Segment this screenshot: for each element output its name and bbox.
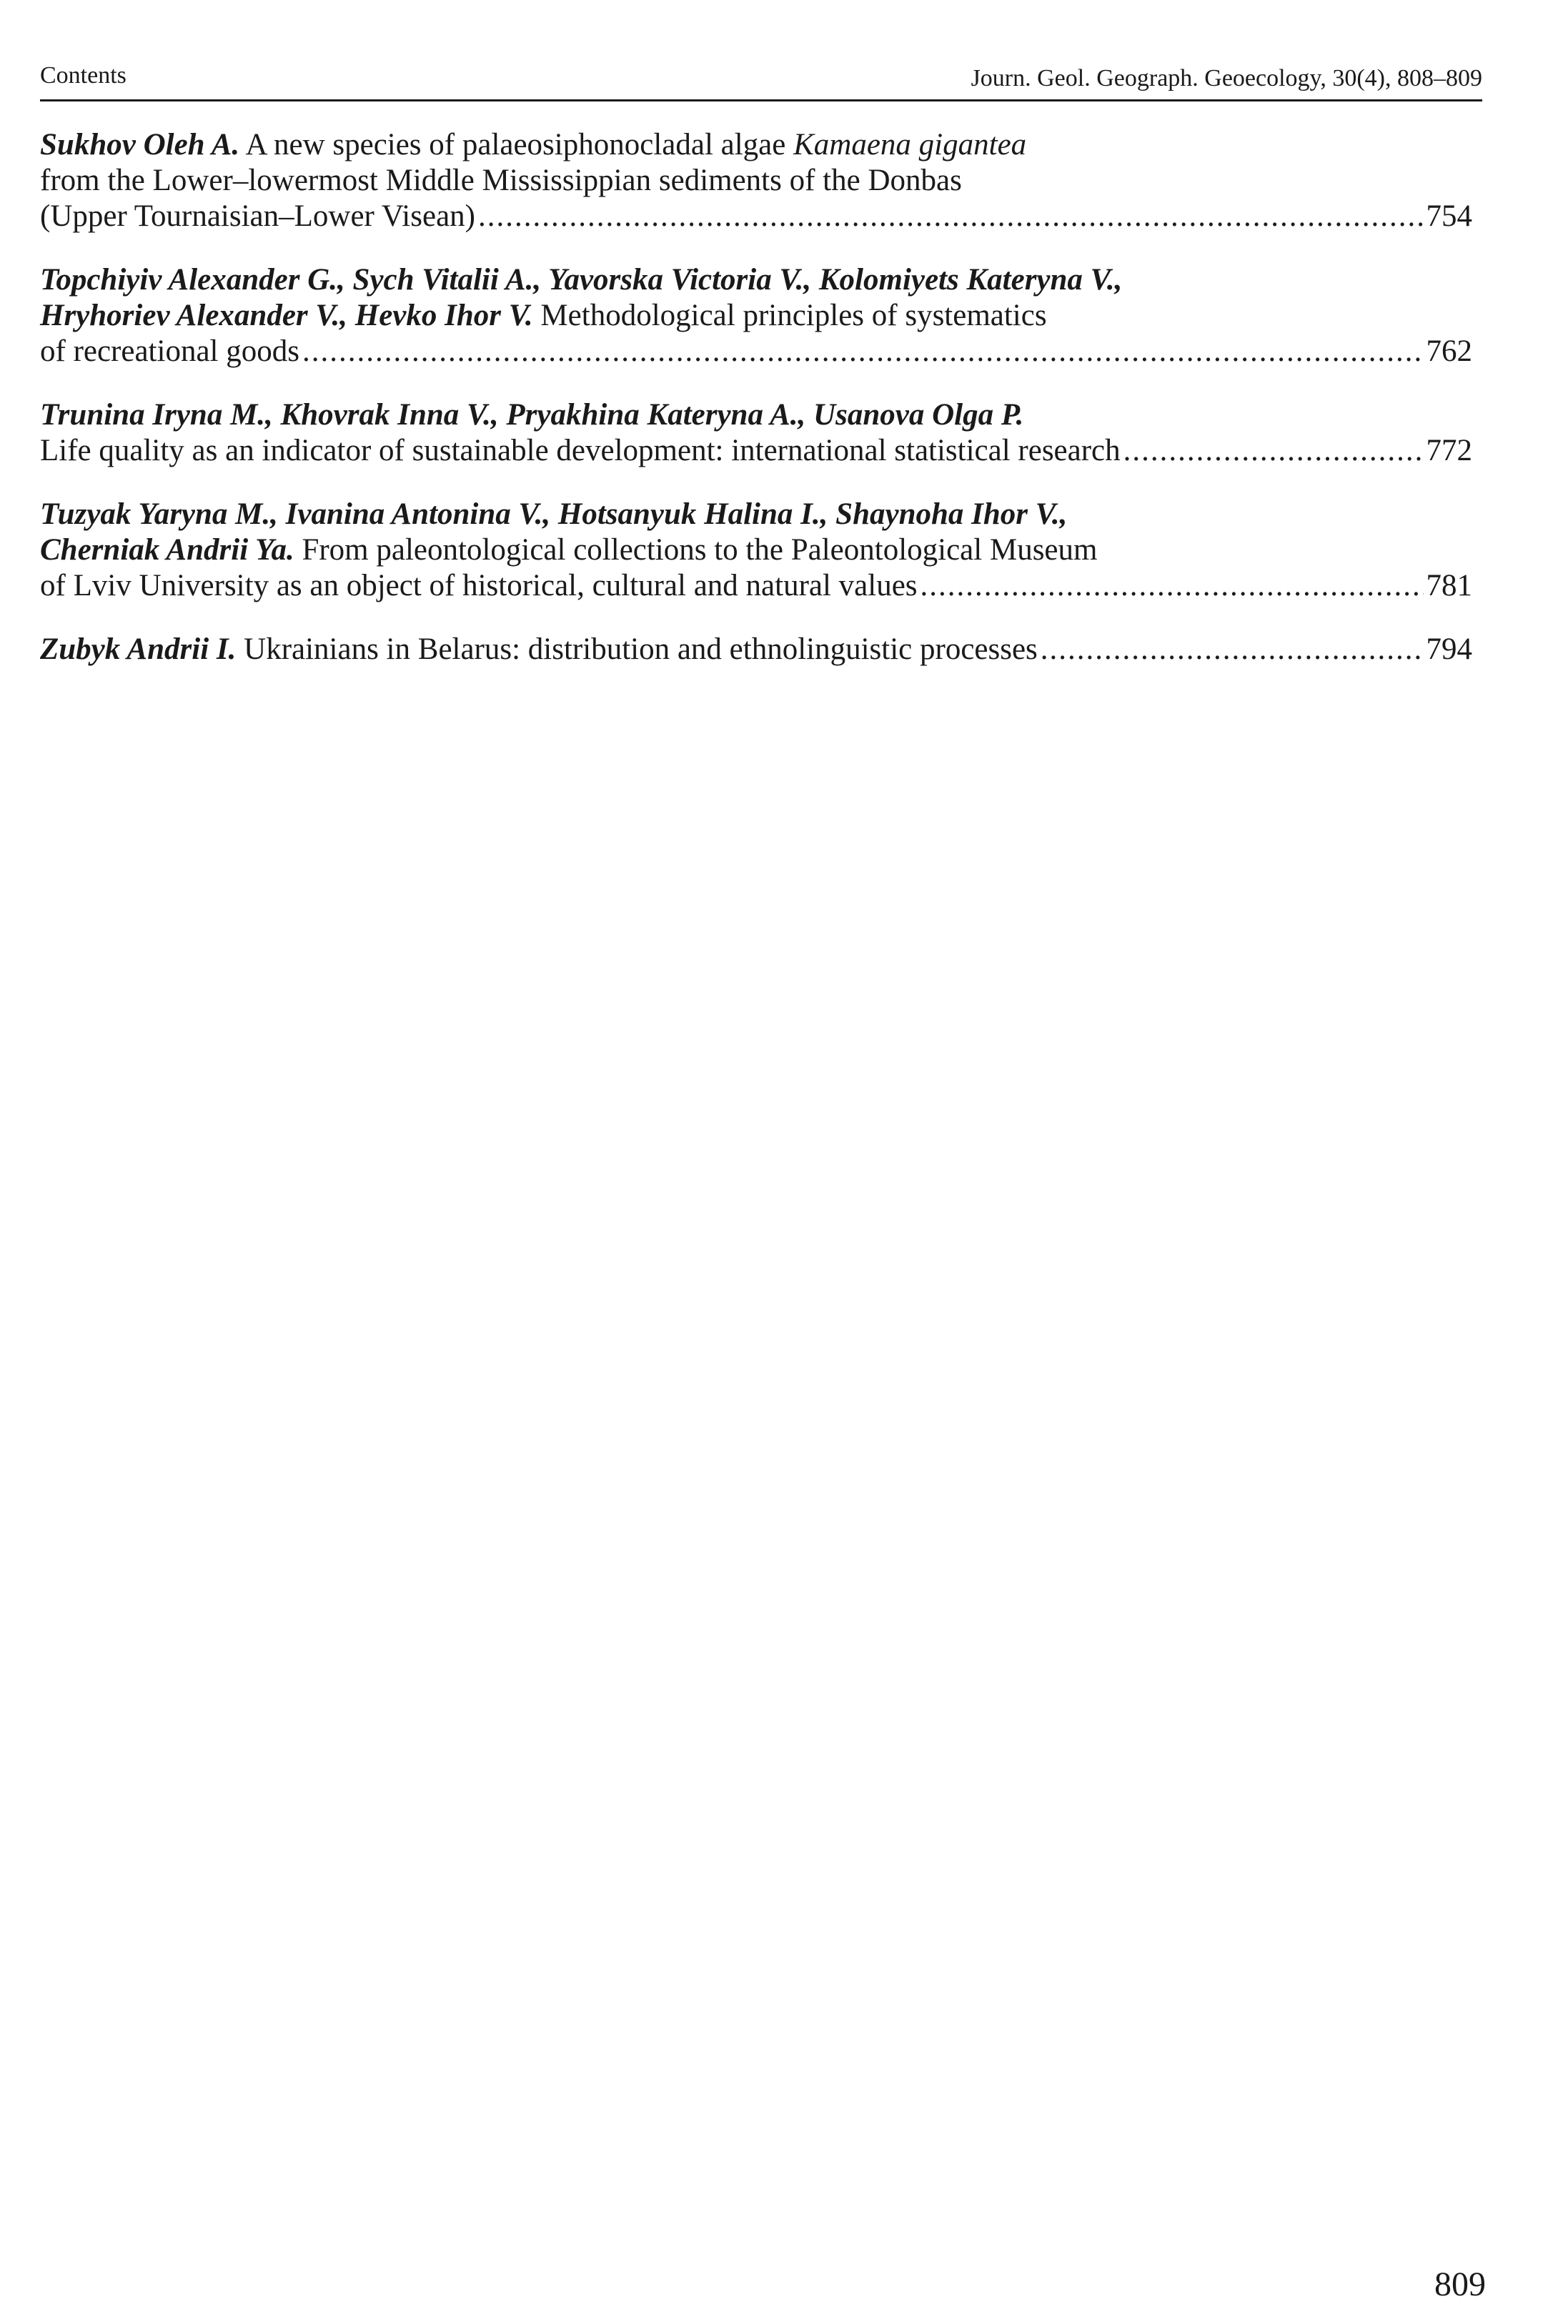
entry-authors: Tuzyak Yaryna M., Ivanina Antonina V., Hotsanyuk Halina I., Shaynoha Ihor V., xyxy=(40,497,1068,531)
entry-title: From paleontological collections to the Paleontological Museum xyxy=(294,533,1098,567)
dot-leader xyxy=(1041,632,1424,667)
entry-title-continued: of recreational goods xyxy=(40,334,299,368)
entry-line xyxy=(40,632,1038,667)
entry-title: Ukrainians in Belarus: distribution and ethnolinguistic processes xyxy=(236,632,1038,666)
entry-line xyxy=(40,298,1472,334)
entry-last-line xyxy=(40,334,1472,369)
page-number[interactable]: 762 xyxy=(1426,334,1472,368)
section-title: Contents xyxy=(40,62,126,89)
toc-entry[interactable] xyxy=(40,632,1472,667)
entry-last-line xyxy=(40,199,1472,234)
entry-title-continued: of Lviv University as an object of historical, cultural and natural values xyxy=(40,569,918,602)
entry-authors: Trunina Iryna M., Khovrak Inna V., Pryakhina Kateryna A., Usanova Olga P. xyxy=(40,398,1024,432)
page-number[interactable]: 781 xyxy=(1426,569,1472,602)
page-number[interactable]: 754 xyxy=(1426,199,1472,233)
entry-authors: Topchiyiv Alexander G., Sych Vitalii A., Yavorska Victoria V., Kolomiyets Kateryna V., xyxy=(40,263,1123,297)
entry-title: Methodological principles of systematics xyxy=(532,299,1047,332)
entry-title-continued: from the Lower–lowermost Middle Mississippian sediments of the Donbas xyxy=(40,164,962,197)
page-number[interactable]: 772 xyxy=(1426,434,1472,467)
entry-line xyxy=(40,127,1472,163)
entry-authors: Hryhoriev Alexander V., Hevko Ihor V. xyxy=(40,299,533,332)
folio-page-number: 809 xyxy=(1434,2265,1486,2303)
entry-authors: Sukhov Oleh A. xyxy=(40,128,240,162)
page-number[interactable]: 794 xyxy=(1426,632,1472,666)
table-of-contents xyxy=(40,127,1472,695)
toc-entry[interactable] xyxy=(40,397,1472,469)
header-rule xyxy=(40,99,1482,101)
entry-line xyxy=(40,532,1472,568)
dot-leader xyxy=(921,568,1424,604)
species-name: Kamaena gigantea xyxy=(793,128,1027,162)
entry-last-line xyxy=(40,632,1472,667)
journal-citation: Journ. Geol. Geograph. Geoecology, 30(4), 808–809 xyxy=(971,65,1482,91)
toc-entry[interactable] xyxy=(40,497,1472,604)
dot-leader xyxy=(478,199,1424,234)
toc-entry[interactable] xyxy=(40,127,1472,234)
entry-last-line xyxy=(40,433,1472,469)
entry-last-line xyxy=(40,568,1472,604)
dot-leader xyxy=(302,334,1424,369)
entry-title: Life quality as an indicator of sustainable development: international statistical research xyxy=(40,434,1121,467)
entry-title-continued: (Upper Tournaisian–Lower Visean) xyxy=(40,199,475,233)
entry-authors: Zubyk Andrii I. xyxy=(40,632,237,666)
running-head xyxy=(40,61,1482,100)
toc-entry[interactable] xyxy=(40,262,1472,369)
entry-title: A new species of palaeosiphonocladal algae xyxy=(239,128,794,162)
dot-leader xyxy=(1123,433,1424,469)
entry-authors: Cherniak Andrii Ya. xyxy=(40,533,294,567)
